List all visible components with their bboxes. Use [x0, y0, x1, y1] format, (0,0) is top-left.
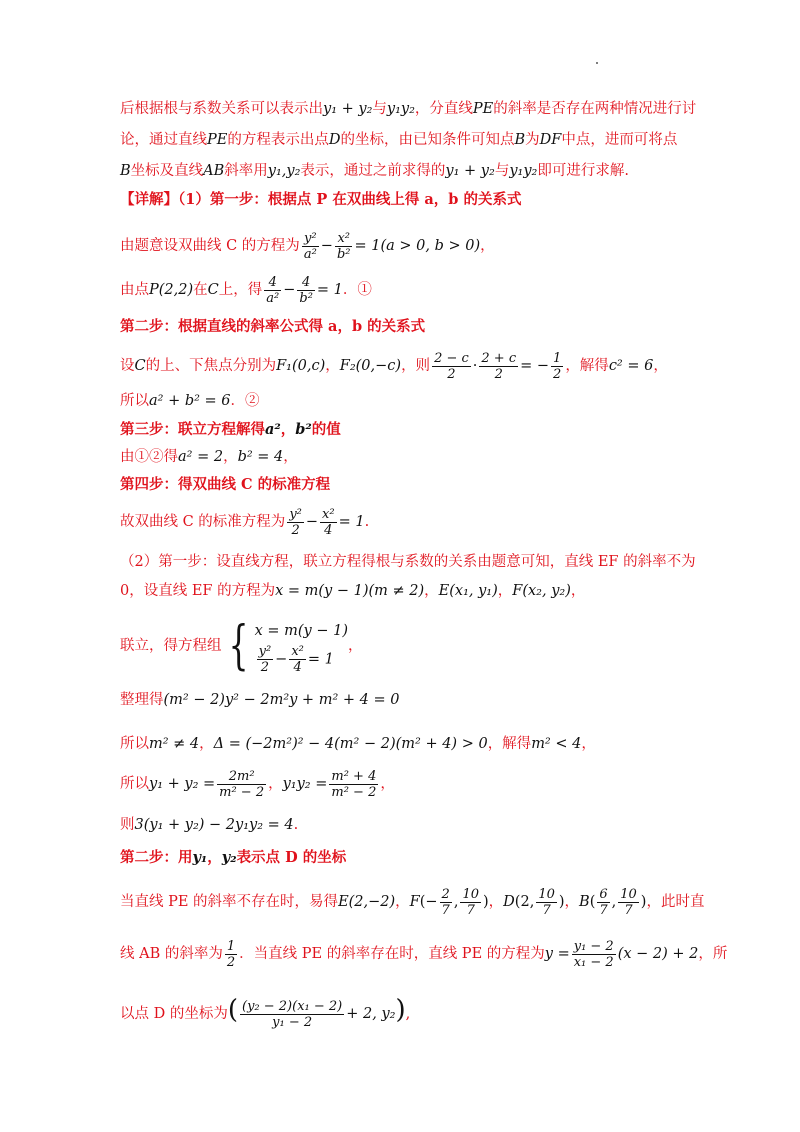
text: 上，得 — [218, 282, 263, 298]
text: 设 — [120, 358, 135, 374]
math: y₁ + y₂ = — [149, 776, 216, 792]
math: y = — [544, 946, 570, 962]
fraction: $\frac{10}{7}$ — [538, 886, 555, 918]
brace-symbol: { — [228, 616, 248, 676]
math: x = m(y − 1)(m ≠ 2) — [275, 583, 425, 599]
text: ， — [395, 894, 410, 910]
text-line-15 — [120, 580, 690, 602]
math: (m² − 2)y² − 2m²y + m² + 4 = 0 — [163, 692, 400, 708]
text: . — [293, 817, 299, 833]
operator: − — [305, 514, 319, 530]
text: ， — [480, 238, 495, 254]
text: 论，通过直线 — [120, 132, 207, 148]
page-mark — [596, 62, 598, 64]
fraction: $\frac{\text{x²}}{4}$ — [322, 506, 335, 538]
text: 的方程表示出点 — [227, 132, 329, 148]
math: = 1 — [354, 238, 381, 254]
text: ， — [283, 449, 298, 465]
text: ．① — [342, 282, 372, 298]
fraction: $\frac{\text{(y₂ − 2)(x₁ − 2)}}{\text{y₁ − 2}}$ — [242, 998, 343, 1030]
text: ， — [207, 849, 222, 866]
math: y₁y₂ = — [282, 776, 328, 792]
system-row: x = m(y − 1) — [254, 622, 348, 639]
text: 为 — [525, 132, 540, 148]
math: = − — [520, 358, 550, 374]
text-line-6 — [120, 270, 690, 310]
fraction: $\frac{10}{7}$ — [462, 886, 479, 918]
text: 在 — [193, 282, 208, 298]
text: 表示，通过之前求得的 — [300, 163, 446, 179]
text-line-22: 当直线 PE 的斜率不存在时，易得E(2,−2)，F(− $\frac{2}{7}$ , $\frac{10}{7}$ )，D(2, $\frac{10}{7}$ )，B( $\frac{6}{7}$ , $\frac{10}{7}$ )，此时直 — [120, 886, 705, 918]
fraction: $\frac{\text{y²}}{\text{a²}}$ — [303, 230, 317, 262]
text: ．② — [230, 393, 260, 409]
text: ， — [497, 583, 513, 599]
text: 与 — [372, 101, 387, 117]
math: E(2,−2) — [338, 894, 396, 910]
math: (a > 0, b > 0) — [380, 238, 481, 254]
text: ， — [280, 421, 296, 438]
math: Δ = (−2m²)² − 4(m² − 2)(m² + 4) > 0 — [213, 736, 488, 752]
math: PE — [207, 132, 228, 148]
fraction: $\frac{1}{2}$ — [553, 350, 562, 382]
math: F₂(0,−c) — [339, 358, 402, 374]
math: y₂ — [221, 849, 237, 866]
text: 的斜率是否存在两种情况进行讨 — [493, 101, 697, 117]
math: y₁ + y₂ — [323, 101, 373, 117]
text: 由①②得 — [120, 449, 178, 465]
math: E(x₁, y₁) — [438, 583, 498, 599]
text: 所以 — [120, 393, 149, 409]
step-heading — [120, 419, 690, 441]
text: 与 — [494, 163, 510, 179]
text-line-3 — [120, 160, 690, 182]
math: F(x₂, y₂) — [512, 583, 571, 599]
text: 所以 — [120, 736, 149, 752]
text: ，分直线 — [414, 101, 473, 117]
math: P(2,2) — [149, 282, 194, 298]
text: 斜率用 — [224, 163, 268, 179]
text: ， — [223, 449, 238, 465]
math: (x − 2) + 2 — [617, 946, 699, 962]
step-heading — [120, 847, 690, 869]
text-line-5 — [120, 226, 690, 266]
math: F — [409, 894, 420, 910]
math: m² < 4 — [531, 736, 582, 752]
math: C — [207, 282, 219, 298]
text-line-14 — [120, 551, 696, 573]
math: D — [328, 132, 341, 148]
operator: − — [320, 238, 333, 254]
section-heading-detail — [120, 189, 690, 211]
text-line-9 — [120, 390, 690, 412]
fraction: $\frac{1}{2}$ — [226, 938, 236, 970]
system-row: $\frac{\text{y²}}{2}$ − $\frac{\text{x²}}{4}$ = 1 — [258, 643, 334, 675]
text: 当直线 PE 的斜率不存在时，易得 — [120, 894, 339, 910]
text: ， — [570, 583, 586, 599]
text-line-24: 以点 D 的坐标为( $\frac{\text{(y₂ − 2)(x₁ − 2)}}{\text{y₁ − 2}}$ + 2, y₂), — [120, 995, 411, 1030]
text: 则 — [120, 817, 135, 833]
math: = 1 — [338, 514, 365, 530]
math: c² = 6 — [608, 358, 654, 374]
text: 第二步：用 — [120, 849, 193, 866]
fraction: $\frac{10}{7}$ — [620, 886, 637, 918]
text-line-18 — [120, 733, 690, 755]
fraction: $\frac{6}{7}$ — [599, 886, 608, 918]
text: 以点 D 的坐标为 — [120, 1006, 228, 1022]
text: 第三步：联立方程解得 — [120, 421, 265, 438]
text-line-16 — [120, 616, 690, 676]
text-line-2 — [120, 129, 690, 151]
text-line-23 — [120, 932, 728, 976]
step-heading — [120, 316, 690, 338]
text: . — [364, 514, 370, 530]
text: 联立，得方程组 — [120, 638, 222, 654]
text: 所以 — [120, 776, 149, 792]
math: B — [579, 894, 590, 910]
math: AB — [203, 163, 225, 179]
fraction: $\frac{\text{y²}}{2}$ — [258, 643, 272, 675]
text: , — [405, 1006, 411, 1022]
fraction: $\frac{2}{7}$ — [441, 886, 450, 918]
text: 第二步：根据直线的斜率公式得 a，b 的关系式 — [120, 318, 426, 335]
text: ， — [424, 583, 439, 599]
text: 整理得 — [120, 692, 164, 708]
text: ， — [564, 894, 580, 910]
math: = 1 — [316, 282, 343, 298]
text: ， — [581, 736, 596, 752]
fraction: $\frac{\text{x²}}{4}$ — [291, 643, 304, 675]
math: b² = 4 — [237, 449, 284, 465]
math: B — [514, 132, 526, 148]
text: 坐标及直线 — [130, 163, 204, 179]
operator: − — [283, 282, 296, 298]
text: 0，设直线 EF 的方程为 — [120, 583, 276, 599]
step-heading — [120, 474, 690, 496]
fraction: $\frac{\text{x²}}{\text{b²}}$ — [336, 230, 351, 262]
text: 后根据根与系数关系可以表示出 — [120, 101, 323, 117]
fraction: $\frac{\text{y²}}{2}$ — [289, 506, 302, 538]
math: DF — [539, 132, 562, 148]
text: 表示点 D 的坐标 — [236, 849, 347, 866]
text-line-1 — [120, 98, 697, 120]
fraction: $\frac{2 + c}{2}$ — [481, 350, 517, 382]
text: 由点 — [120, 282, 149, 298]
text: ，所 — [698, 946, 728, 962]
math: 3(y₁ + y₂) − 2y₁y₂ = 4 — [134, 817, 294, 833]
text: ，此时直 — [646, 894, 705, 910]
math: y₁ — [192, 849, 208, 866]
fraction: $\frac{\text{m² + 4}}{\text{m² − 2}}$ — [331, 768, 377, 800]
math: b² — [295, 421, 312, 438]
fraction: $\frac{\text{y₁ − 2}}{\text{x₁ − 2}}$ — [573, 938, 614, 970]
math: B — [120, 163, 131, 179]
text: 第四步：得双曲线 C 的标准方程 — [120, 476, 331, 493]
text: ， — [268, 776, 283, 792]
math: C — [134, 358, 146, 374]
text-line-13 — [120, 502, 690, 542]
fraction: $\frac{4}{\text{b²}}$ — [299, 274, 313, 306]
fraction: $\frac{4}{\text{a²}}$ — [266, 274, 280, 306]
text: ， — [488, 894, 504, 910]
math: D — [503, 894, 515, 910]
fraction: $\frac{2 - c}{2}$ — [434, 350, 469, 382]
math: PE — [472, 101, 494, 117]
text: 由题意设双曲线 C 的方程为 — [120, 238, 300, 254]
text: 【详解】（1）第一步：根据点 P 在双曲线上得 a，b 的关系式 — [120, 191, 522, 208]
text: ， — [348, 638, 363, 654]
text: ， — [199, 736, 214, 752]
math: y₁ + y₂ — [445, 163, 495, 179]
text: 即可进行求解. — [537, 163, 629, 179]
text: 线 AB 的斜率为 — [120, 946, 223, 962]
text: 中点，进而可将点 — [561, 132, 678, 148]
math: F₁(0,c) — [276, 358, 326, 374]
math: + 2, y₂ — [346, 1006, 396, 1022]
text-line-8: 设C的上、下焦点分别为F₁(0,c)，F₂(0,−c)，则 $\frac{2 - c}{2}$ · $\frac{2 + c}{2}$ = − $\frac{1}{2}$ ，解得c² = 6， — [120, 350, 668, 382]
text-line-20 — [120, 814, 690, 836]
math: m² ≠ 4 — [149, 736, 200, 752]
text: ， — [653, 358, 668, 374]
text: ， — [325, 358, 340, 374]
math: y₁y₂ — [386, 101, 415, 117]
text: ，解得 — [487, 736, 532, 752]
math: a² = 2 — [178, 449, 224, 465]
math: y₁,y₂ — [267, 163, 301, 179]
text: ．当直线 PE 的斜率存在时，直线 PE 的方程为 — [239, 946, 545, 962]
text: 的坐标，由已知条件可知点 — [340, 132, 515, 148]
math: y₁y₂ — [509, 163, 538, 179]
text: （2）第一步：设直线方程，联立方程得根与系数的关系由题意可知，直线 EF 的斜率不为 — [120, 554, 696, 570]
text: 的上、下焦点分别为 — [145, 358, 277, 374]
fraction: $\frac{\text{2m²}}{\text{m² − 2}}$ — [219, 768, 265, 800]
text-line-11 — [120, 446, 690, 468]
math: a² + b² = 6 — [149, 393, 231, 409]
text-line-19 — [120, 764, 690, 804]
text-line-17 — [120, 689, 690, 711]
text: ， — [380, 776, 395, 792]
math: a² — [265, 421, 281, 438]
text: 的值 — [311, 421, 341, 438]
text: 故双曲线 C 的标准方程为 — [120, 514, 286, 530]
text: ，解得 — [565, 358, 609, 374]
equation-system — [255, 618, 348, 675]
text: ，则 — [401, 358, 431, 374]
